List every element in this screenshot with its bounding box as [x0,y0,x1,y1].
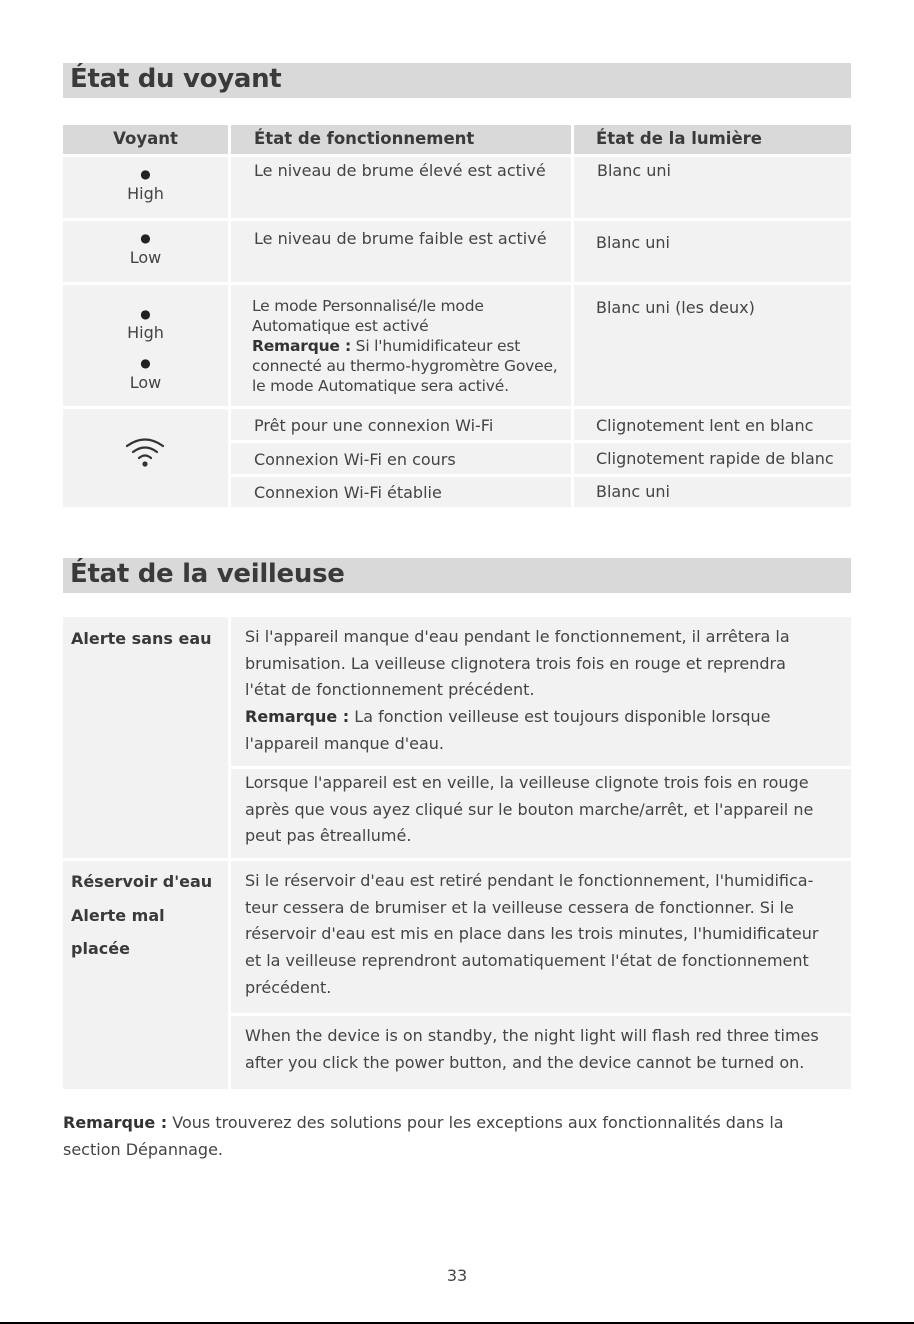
table-row-no-water-label [63,617,228,858]
footer-note-line-2: section Dépannage. [63,1140,224,1159]
table-row-wifi-connecting-light [574,443,851,474]
note-text: Si l'humidificateur est [350,337,521,355]
alert-label-tank: Réservoir d'eau [71,872,213,891]
footer-note [63,1109,853,1163]
text-line: brumisation. La veilleuse clignotera trois fois en rouge et reprendra [245,653,786,673]
page-number: 33 [446,1266,468,1285]
table-row-low-indicator [63,221,228,282]
table-row-high-light [574,157,851,218]
alert-label-misplaced: Alerte mal placée [71,906,165,958]
indicator-dot: ● [140,356,151,370]
note-label: Remarque : [245,707,350,727]
operating-state-text: Le niveau de brume élevé est activé [254,161,546,180]
table-row-tank-desc-1 [231,861,851,1013]
description-paragraph [245,1023,845,1076]
operating-state-text: Connexion Wi-Fi en cours [254,450,456,469]
text-line: l'état de fonctionnement précédent. [245,680,535,700]
table-row-custom-light [574,285,851,406]
state-line: Automatique est activé [252,317,429,335]
operating-state-text: Prêt pour une connexion Wi-Fi [254,416,494,435]
table-row-wifi-ready-state [231,409,571,440]
text-line: précédent. [245,977,332,997]
text-line: l'appareil manque d'eau. [245,733,444,753]
note-line [245,704,845,731]
light-state-text: Clignotement rapide de blanc [596,449,834,468]
wifi-icon [125,437,165,469]
table-row-no-water-desc-1 [231,617,851,766]
state-line: le mode Automatique sera activé. [252,377,509,395]
description-paragraph [245,624,845,758]
footer-note-line [63,1109,853,1136]
section-title-indicator-state: État du voyant [63,63,851,98]
light-state-text: Blanc uni [596,233,670,252]
table-row-wifi-established-light [574,477,851,507]
footer-note-label: Remarque : [63,1113,168,1132]
table-row-low-state [231,221,571,282]
table-row-wifi-indicator [63,409,228,507]
text-line: après que vous ayez cliqué sur le bouton marche/arrêt, et l'appareil ne [245,799,814,819]
light-state-text: Blanc uni (les deux) [596,298,755,317]
description-paragraph [245,868,845,1002]
table-row-custom-indicator [63,285,228,406]
table-header-operating-state [231,125,571,154]
table-row-wifi-ready-light [574,409,851,440]
text-line: Lorsque l'appareil est en veille, la veilleuse clignote trois fois en rouge [245,773,809,792]
table-row-tank-label [63,861,228,1089]
section-title-night-light-state: État de la veilleuse [63,558,851,593]
indicator-label-low: Low [129,373,162,392]
table-row-no-water-desc-2 [231,769,851,858]
indicator-dot: ● [140,167,151,181]
operating-state-paragraph [252,296,558,396]
state-line: Le mode Personnalisé/le mode [252,297,484,315]
footer-note-text: Vous trouverez des solutions pour les exceptions aux fonctionnalités dans la [167,1113,784,1132]
text-line: Si l'appareil manque d'eau pendant le fonctionnement, il arrêtera la [245,627,790,646]
indicator-label-high: High [127,323,164,342]
text-line: Si le réservoir d'eau est retiré pendant le fonctionnement, l'humidifica- [245,871,814,890]
light-state-text: Clignotement lent en blanc [596,416,814,435]
table-row-custom-state [231,285,571,406]
note-text: La fonction veilleuse est toujours disponible lorsque [349,707,771,727]
table-header-indicator-label: Voyant [113,129,178,148]
text-line: et la veilleuse reprendront automatiquement l'état de fonctionnement [245,951,809,971]
table-row-low-light [574,221,851,282]
table-header-light-state-label: État de la lumière [596,129,762,148]
description-paragraph [245,770,845,850]
table-row-wifi-connecting-state [231,443,571,474]
text-line: réservoir d'eau est mis en place dans les trois minutes, l'humidificateur [245,924,819,944]
indicator-dot: ● [140,231,151,245]
state-line: connecté au thermo-hygromètre Govee, [252,357,558,375]
light-state-text: Blanc uni [596,482,670,501]
alert-label: Alerte sans eau [71,629,212,648]
operating-state-text: Le niveau de brume faible est activé [254,229,547,248]
table-row-high-state [231,157,571,218]
table-row-tank-desc-2 [231,1016,851,1089]
table-header-indicator [63,125,228,154]
text-line: peut pas êtreallumé. [245,826,412,846]
indicator-dot: ● [140,307,151,321]
indicator-label: High [127,184,164,203]
operating-state-text: Connexion Wi-Fi établie [254,483,442,502]
note-label: Remarque : [252,337,351,355]
text-line: When the device is on standby, the night light will flash red three times [245,1026,819,1045]
table-row-wifi-established-state [231,477,571,507]
indicator-label: Low [129,248,162,267]
text-line: after you click the power button, and the device cannot be turned on. [245,1052,805,1072]
table-header-light-state [574,125,851,154]
table-row-high-indicator [63,157,228,218]
text-line: teur cessera de brumiser et la veilleuse cessera de fonctionner. Si le [245,897,794,917]
state-note-line [252,336,558,356]
light-state-text: Blanc uni [597,161,671,180]
table-header-operating-state-label: État de fonctionnement [254,129,475,148]
